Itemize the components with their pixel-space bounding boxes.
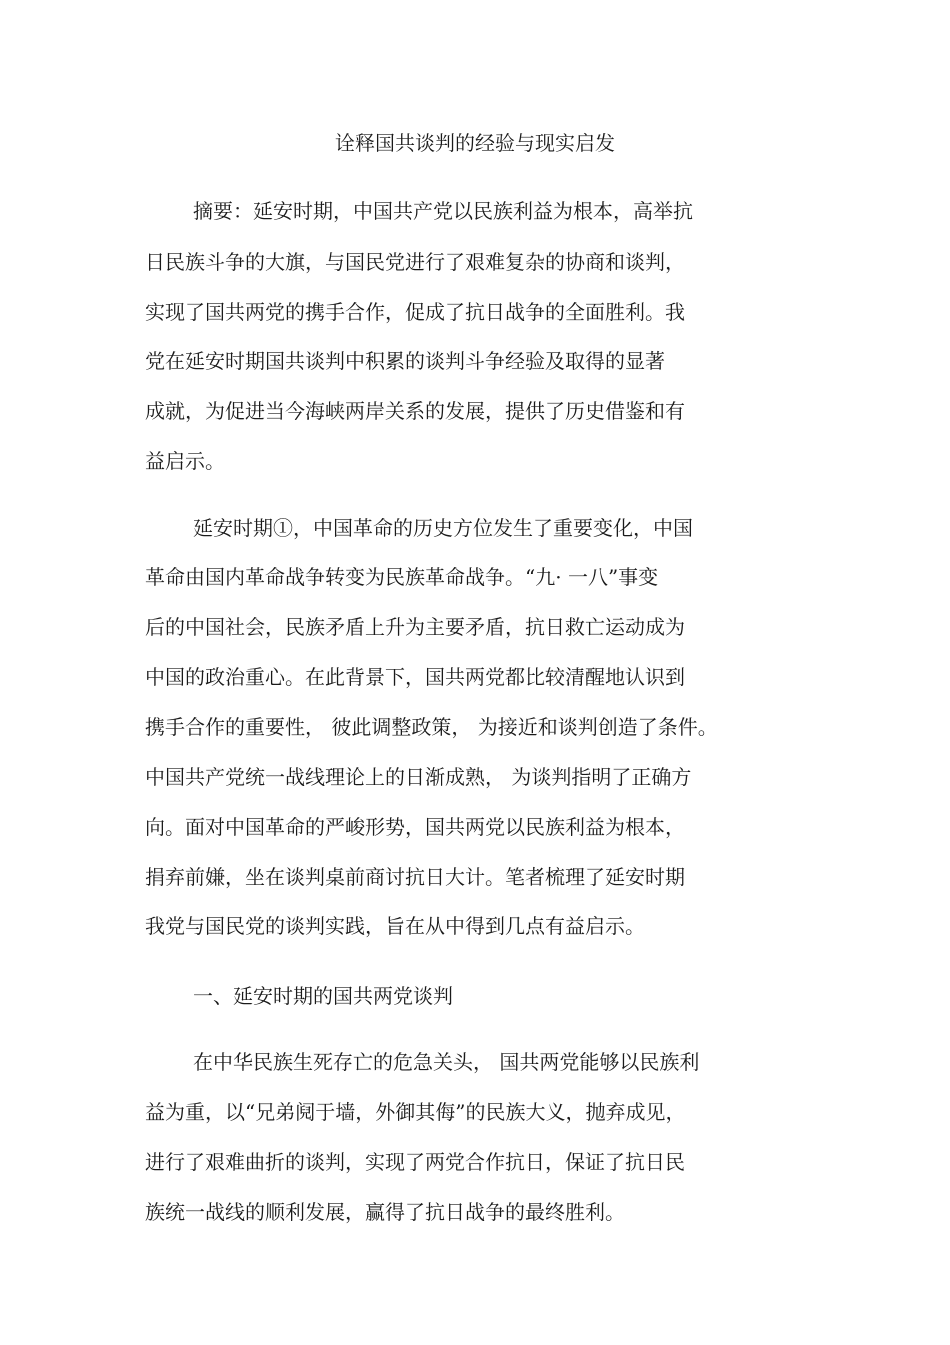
- intro-line: 向。面对中国革命的严峻形势，国共两党以民族利益为根本，: [145, 815, 685, 839]
- intro-line: 中国共产党统一战线理论上的日渐成熟， 为谈判指明了正确方: [145, 765, 692, 789]
- intro-line: 后的中国社会，民族矛盾上升为主要矛盾，抗日救亡运动成为: [145, 615, 685, 639]
- intro-line: 捐弃前嫌，坐在谈判桌前商讨抗日大计。笔者梳理了延安时期: [145, 865, 685, 889]
- intro-line: 我党与国民党的谈判实践，旨在从中得到几点有益启示。: [145, 914, 645, 938]
- section-heading: 一、延安时期的国共两党谈判: [193, 984, 453, 1008]
- intro-line: 革命由国内革命战争转变为民族革命战争。“九· 一八”事变: [145, 565, 659, 589]
- abstract-line: 益启示。: [145, 449, 225, 473]
- intro-line: 延安时期①，中国革命的历史方位发生了重要变化，中国: [193, 516, 693, 540]
- abstract-line: 党在延安时期国共谈判中积累的谈判斗争经验及取得的显著: [145, 349, 665, 373]
- section-line: 族统一战线的顺利发展，赢得了抗日战争的最终胜利。: [145, 1200, 625, 1224]
- abstract-line: 摘要：延安时期，中国共产党以民族利益为根本，高举抗: [193, 199, 693, 223]
- abstract-line: 实现了国共两党的携手合作，促成了抗日战争的全面胜利。我: [145, 300, 685, 324]
- section-line: 进行了艰难曲折的谈判，实现了两党合作抗日，保证了抗日民: [145, 1150, 685, 1174]
- abstract-line: 成就，为促进当今海峡两岸关系的发展，提供了历史借鉴和有: [145, 399, 685, 423]
- section-line: 益为重，以“兄弟阋于墙，外御其侮”的民族大义，抛弃成见，: [145, 1100, 686, 1124]
- intro-line: 中国的政治重心。在此背景下，国共两党都比较清醒地认识到: [145, 665, 685, 689]
- intro-line: 携手合作的重要性， 彼此调整政策， 为接近和谈判创造了条件。: [145, 715, 718, 739]
- section-line: 在中华民族生死存亡的危急关头， 国共两党能够以民族利: [193, 1050, 700, 1074]
- document-title: 诠释国共谈判的经验与现实启发: [335, 131, 615, 155]
- abstract-line: 日民族斗争的大旗，与国民党进行了艰难复杂的协商和谈判，: [145, 250, 685, 274]
